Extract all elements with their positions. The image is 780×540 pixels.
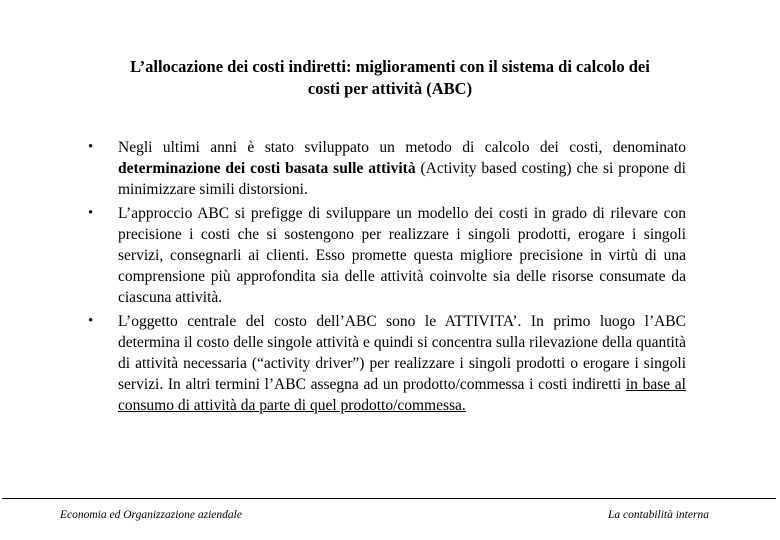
bullet-3-underlined-text: in base al consumo di attività da parte di quel prodotto/commessa. xyxy=(118,376,686,414)
bullet-text-3 xyxy=(118,311,686,416)
bullet-list xyxy=(86,137,686,419)
footer-divider xyxy=(2,498,776,499)
bullet-marker: • xyxy=(88,205,94,221)
slide-title-line-1: L’allocazione dei costi indiretti: miglioramenti con il sistema di calcolo dei xyxy=(130,57,650,76)
bullet-3-text-start: L’oggetto centrale del costo dell’ABC sono le ATTIVITA’. In primo luogo l’ABC determina il costo delle singole attività e quindi si concentra sulla rilevazione della quantità di attività necessaria (“activity driver”) per realizzare i singoli prodotti o erogare i singoli servizi. In altri termini l’ABC assegna ad un prodotto/commessa i costi indiretti xyxy=(118,313,686,393)
bullet-item-3 xyxy=(86,311,686,416)
footer-course-name: Economia ed Organizzazione aziendale xyxy=(60,509,242,521)
bullet-text-2: L’approccio ABC si prefigge di sviluppare un modello dei costi in grado di rilevare con precisione i costi che si sostengono per realizzare i singoli prodotti, erogare i singoli servizi, consegnarli ai clienti. Esso promette questa migliore precisione in virtù di una comprensione più approfondita sia delle attività coinvolte sia delle risorse consumate da ciascuna attività. xyxy=(118,205,686,306)
slide-title-line-2: costi per attività (ABC) xyxy=(307,79,473,98)
slide-title xyxy=(90,56,690,100)
bullet-item-2 xyxy=(86,203,686,308)
bullet-item-1 xyxy=(86,137,686,200)
bullet-marker: • xyxy=(88,313,94,329)
bullet-marker: • xyxy=(88,139,94,155)
footer-section-name: La contabilità interna xyxy=(608,509,709,521)
bullet-text-1 xyxy=(118,137,686,200)
bullet-1-bold-term: determinazione dei costi basata sulle attività xyxy=(118,160,416,177)
bullet-1-text-start: Negli ultimi anni è stato sviluppato un metodo di calcolo dei costi, denominato xyxy=(118,139,686,156)
bullet-1-text-end: (Activity based costing) che si propone di minimizzare simili distorsioni. xyxy=(118,160,686,198)
